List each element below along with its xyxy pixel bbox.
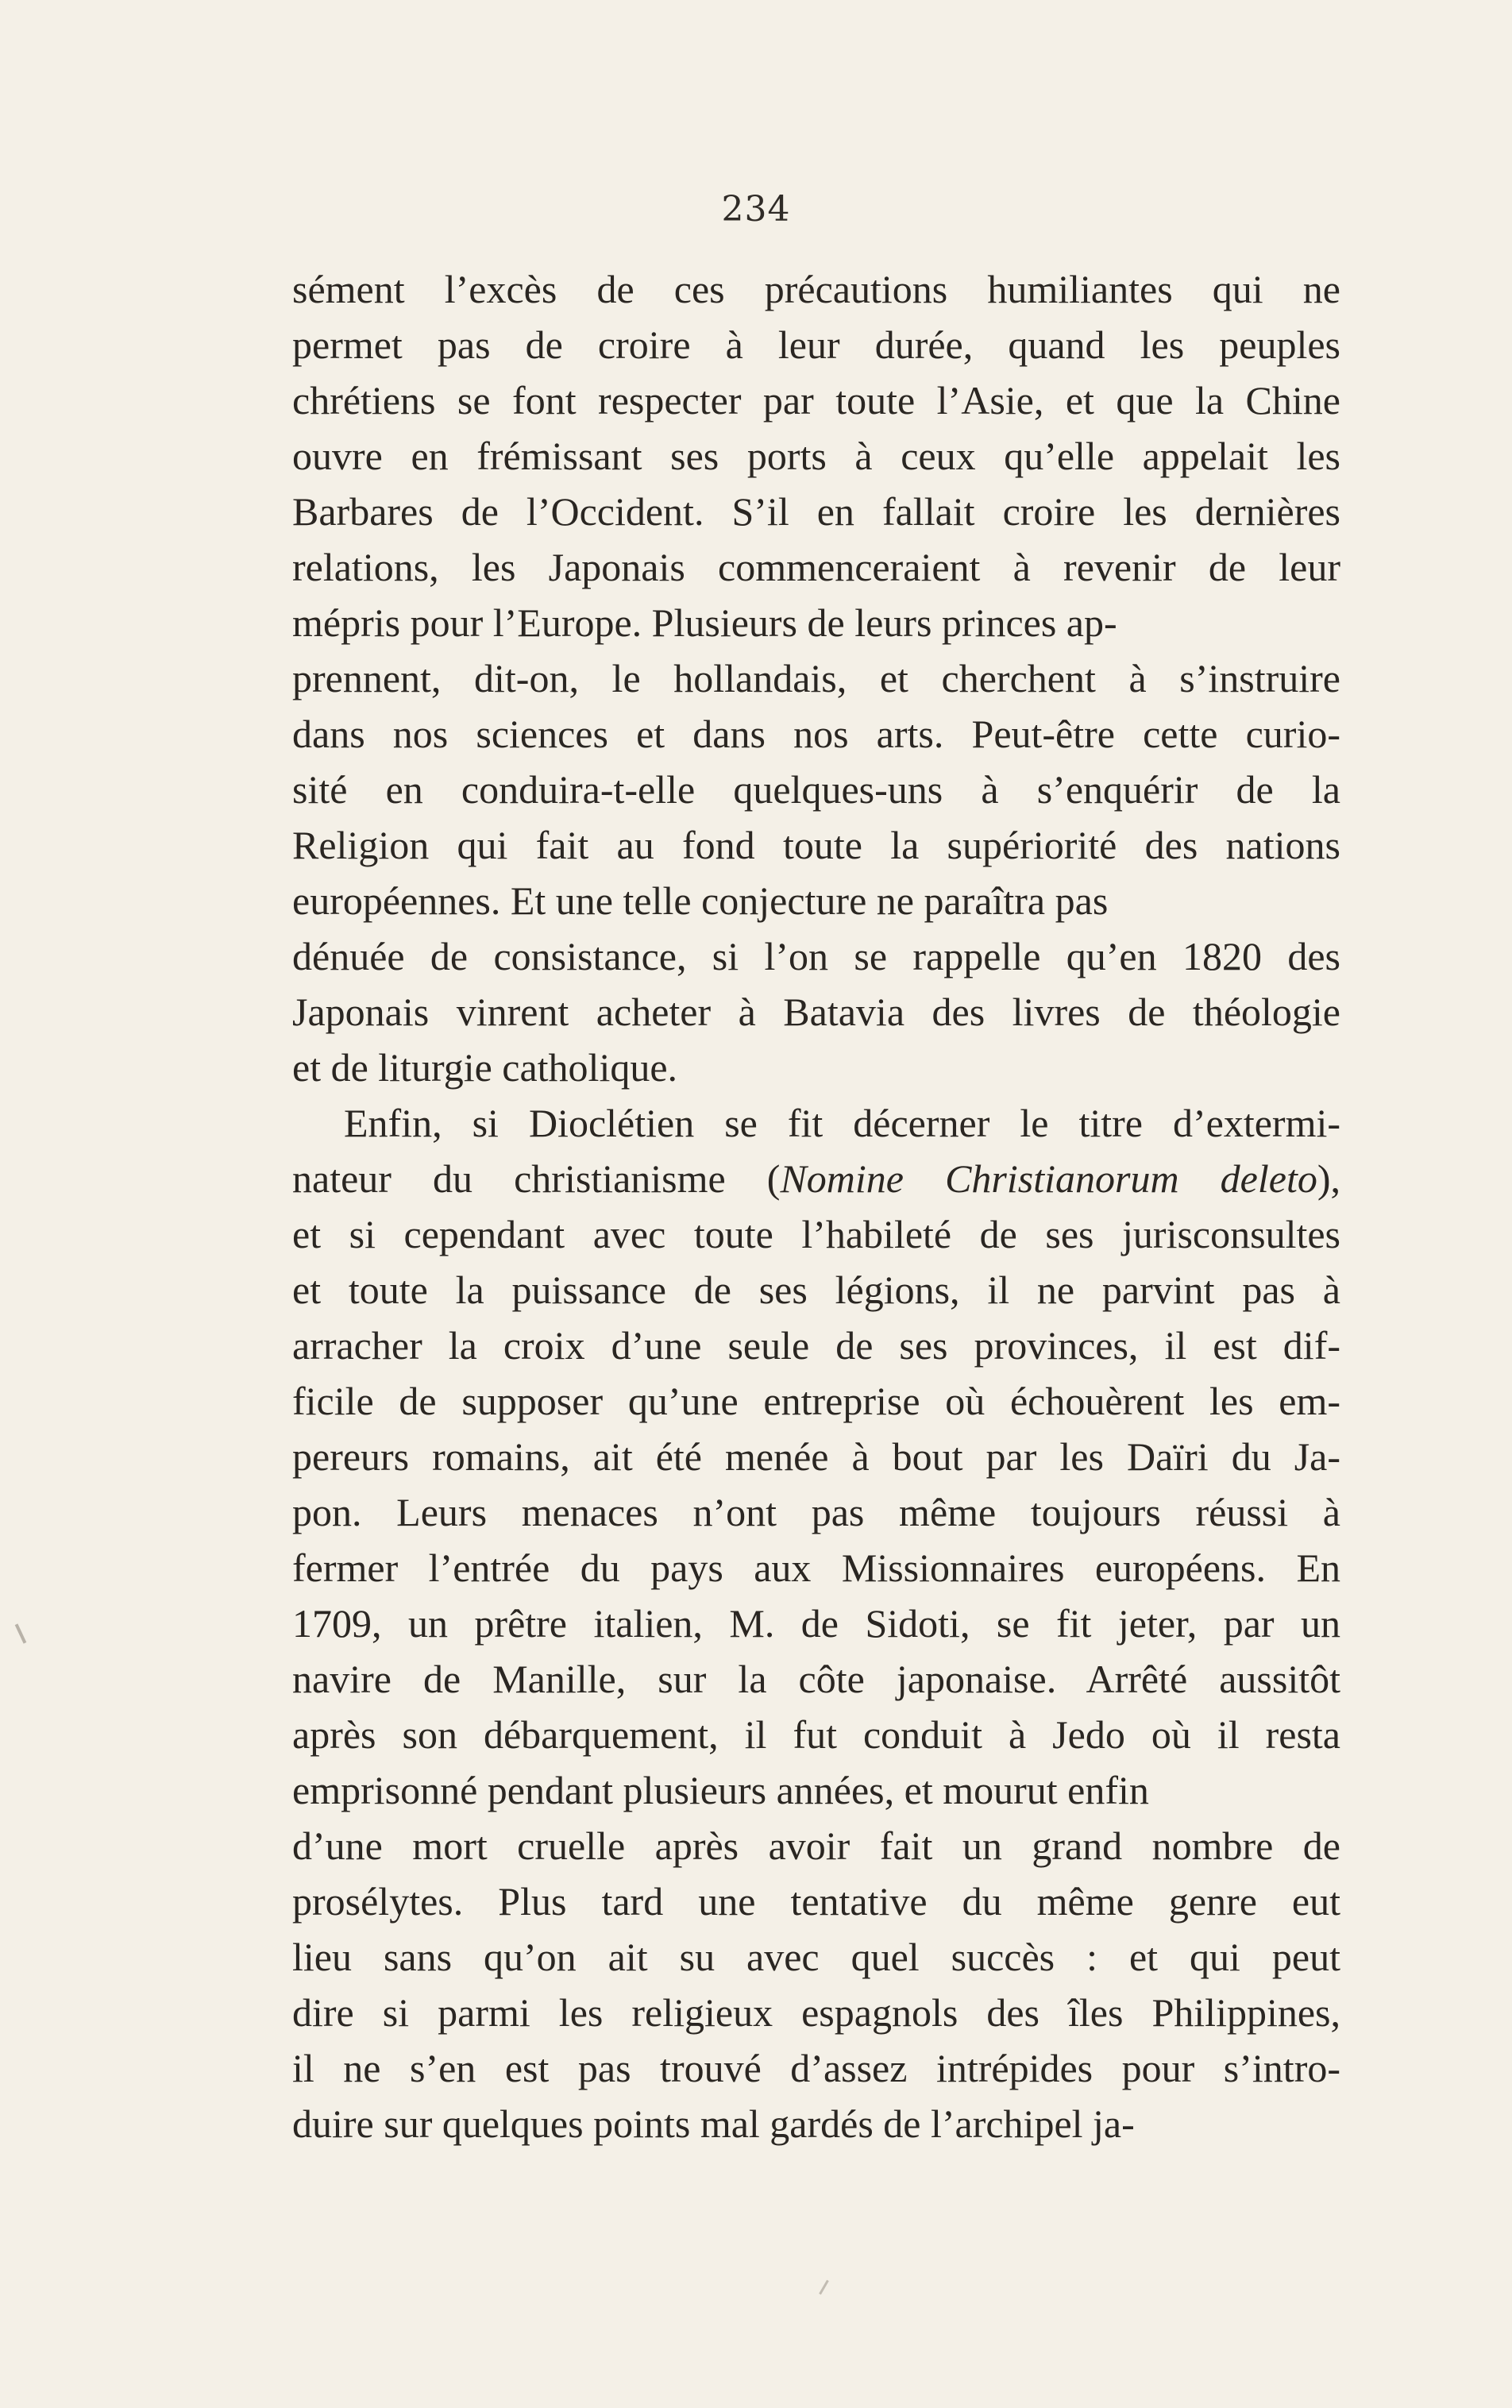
text-line: et toute la puissance de ses légions, il ne parvint pas à [292, 1268, 1340, 1312]
text-line: sément l’excès de ces précautions humiliantes qui ne [292, 267, 1340, 311]
text-line: permet pas de croire à leur durée, quand les peuples [292, 322, 1340, 367]
text-line: prosélytes. Plus tard une tentative du même genre eut [292, 1879, 1340, 1924]
page-number: 234 [721, 189, 791, 230]
text-line: mépris pour l’Europe. Plusieurs de leurs princes ap- [292, 600, 1117, 645]
text-line: chrétiens se font respecter par toute l’Asie, et que la Chine [292, 378, 1340, 423]
text-line: sité en conduira-t-elle quelques-uns à s’enquérir de la [292, 767, 1340, 812]
text-line: il ne s’en est pas trouvé d’assez intrépides pour s’intro- [292, 2046, 1340, 2090]
text-line: 1709, un prêtre italien, M. de Sidoti, se fit jeter, par un [292, 1601, 1340, 1646]
text-line: duire sur quelques points mal gardés de l’archipel ja- [292, 2101, 1135, 2146]
bottom-mark [819, 2280, 829, 2295]
text-line: après son débarquement, il fut conduit à Jedo où il resta [292, 1712, 1340, 1757]
text-line: Japonais vinrent acheter à Batavia des livres de théologie [292, 990, 1340, 1034]
text-segment: nateur du christianisme ( [292, 1156, 781, 1201]
paragraph-first-line: Enfin, si Dioclétien se fit décerner le titre d’extermi- [344, 1101, 1340, 1145]
latin-phrase: Nomine Christianorum deleto [780, 1156, 1317, 1201]
text-line-with-latin [292, 1151, 1340, 1206]
text-line: arracher la croix d’une seule de ses provinces, il est dif- [292, 1323, 1340, 1368]
text-line: pereurs romains, ait été menée à bout par les Daïri du Ja- [292, 1434, 1340, 1479]
text-line: lieu sans qu’on ait su avec quel succès : et qui peut [292, 1935, 1340, 1979]
margin-mark [15, 1623, 27, 1643]
text-line: navire de Manille, sur la côte japonaise. Arrêté aussitôt [292, 1657, 1340, 1701]
text-line: ouvre en frémissant ses ports à ceux qu’elle appelait les [292, 434, 1340, 478]
text-line: et si cependant avec toute l’habileté de ses jurisconsultes [292, 1212, 1340, 1256]
text-line: dire si parmi les religieux espagnols des îles Philippines, [292, 1990, 1340, 2035]
text-line: emprisonné pendant plusieurs années, et mourut enfin [292, 1768, 1149, 1812]
text-segment: ), [1317, 1156, 1341, 1201]
text-line: dans nos sciences et dans nos arts. Peut-être cette curio- [292, 712, 1340, 756]
text-line: pon. Leurs menaces n’ont pas même toujours réussi à [292, 1490, 1340, 1534]
text-line: prennent, dit-on, le hollandais, et cherchent à s’instruire [292, 656, 1340, 700]
text-line: européennes. Et une telle conjecture ne paraîtra pas [292, 878, 1109, 923]
text-line: ficile de supposer qu’une entreprise où échouèrent les em- [292, 1379, 1340, 1423]
text-line: relations, les Japonais commenceraient à revenir de leur [292, 545, 1340, 589]
text-line: Religion qui fait au fond toute la supériorité des nations [292, 823, 1340, 867]
text-line: Barbares de l’Occident. S’il en fallait croire les dernières [292, 489, 1340, 534]
text-line: fermer l’entrée du pays aux Missionnaires européens. En [292, 1546, 1340, 1590]
text-line: d’une mort cruelle après avoir fait un grand nombre de [292, 1823, 1340, 1868]
text-line: dénuée de consistance, si l’on se rappelle qu’en 1820 des [292, 934, 1340, 978]
text-line: et de liturgie catholique. [292, 1045, 678, 1090]
body-text [292, 261, 1340, 2151]
